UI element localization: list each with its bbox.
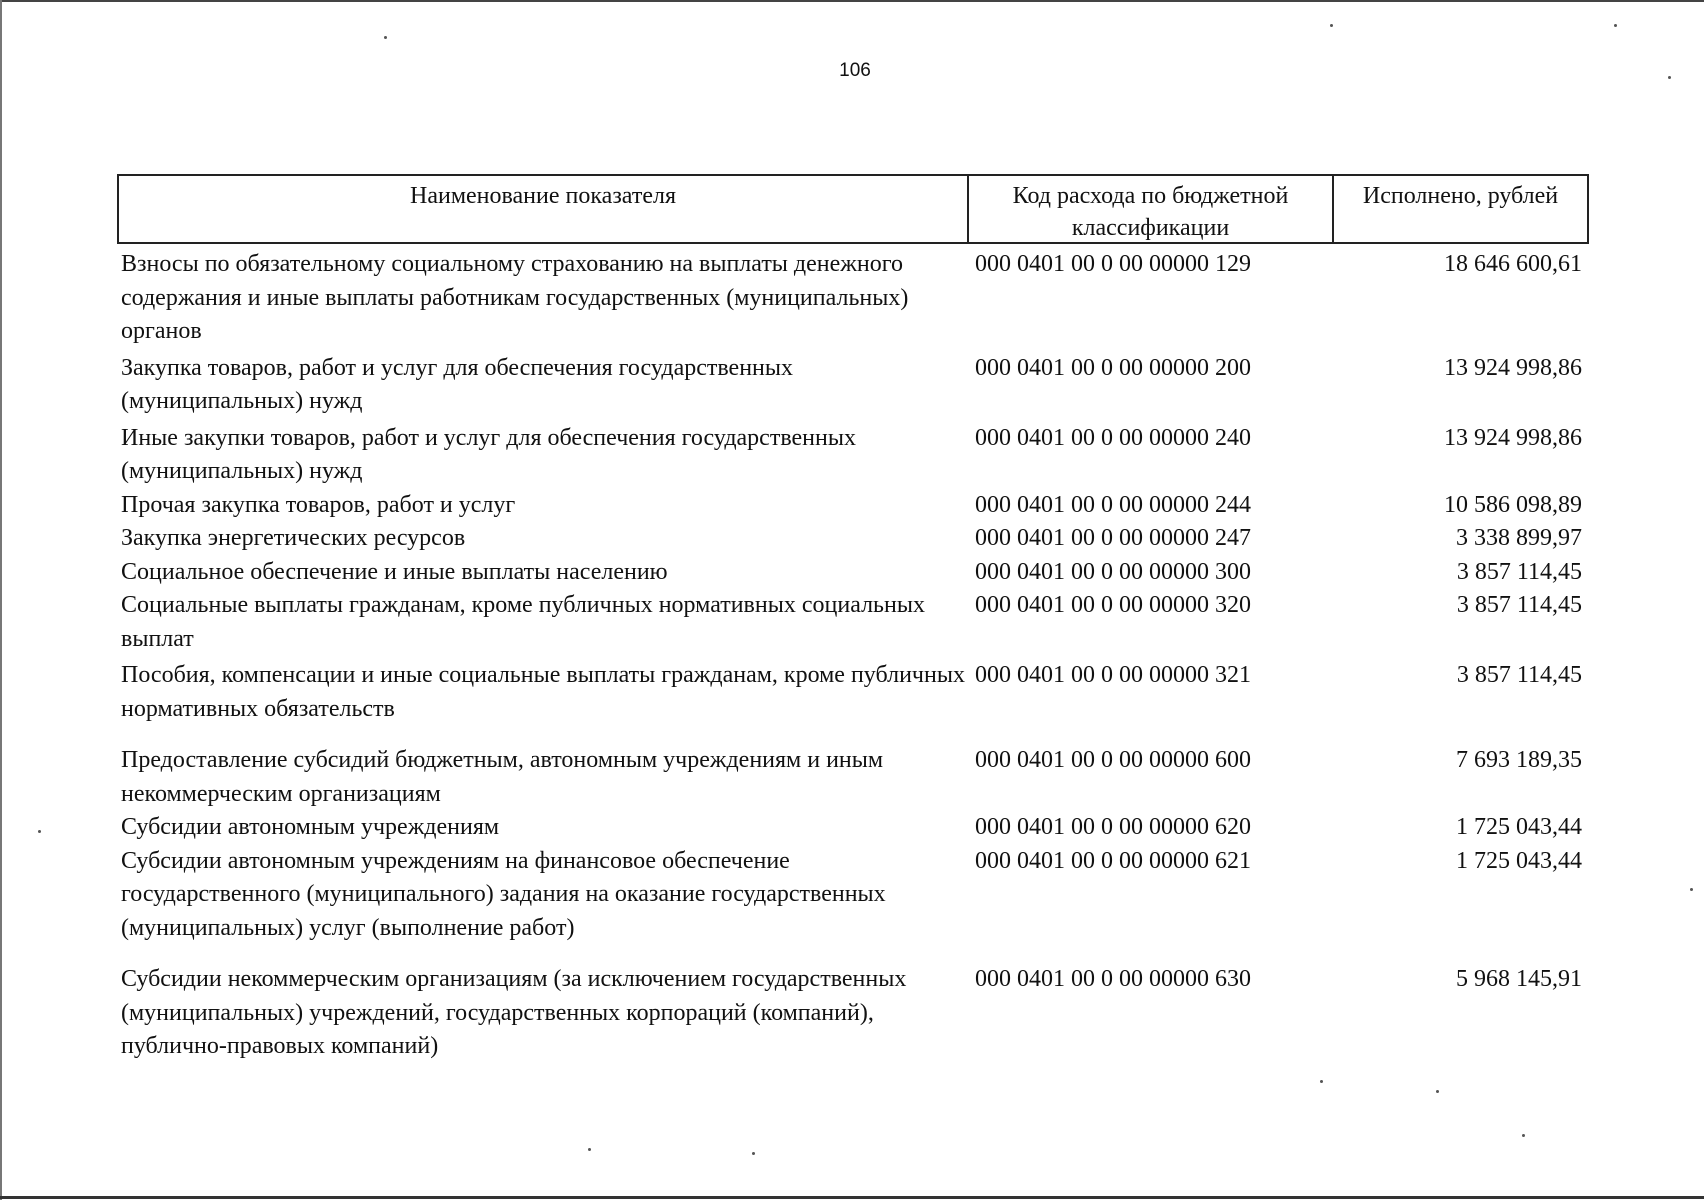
table-row	[117, 659, 1589, 726]
row-code: 000 0401 00 0 00 00000 247	[975, 525, 1251, 551]
table-row	[117, 352, 1589, 419]
table-row	[117, 556, 1589, 590]
row-name: Прочая закупка товаров, работ и услуг	[121, 491, 516, 518]
row-amount: 3 857 114,45	[1456, 558, 1582, 585]
page-number: 106	[839, 60, 871, 81]
scan-speck	[1330, 24, 1333, 27]
table-row	[117, 589, 1589, 656]
scan-speck	[384, 36, 387, 39]
row-name: Закупка товаров, работ и услуг для обеспечения государственных (муниципальных) нужд	[121, 354, 794, 414]
row-name: Пособия, компенсации и иные социальные выплаты гражданам, кроме публичных нормативных обязательств	[121, 662, 965, 722]
header-name: Наименование показателя	[119, 176, 969, 242]
row-name: Взносы по обязательному социальному страхованию на выплаты денежного содержания и иные выплаты работникам государственных (муниципальных) органов	[121, 251, 909, 344]
row-code: 000 0401 00 0 00 00000 600	[975, 747, 1251, 773]
row-name: Закупка энергетических ресурсов	[121, 525, 466, 551]
header-amount: Исполнено, рублей	[1362, 183, 1559, 209]
scan-border-bottom	[0, 1196, 1704, 1199]
row-amount: 18 646 600,61	[1444, 251, 1582, 277]
row-code: 000 0401 00 0 00 00000 200	[975, 354, 1251, 381]
scan-border-left	[0, 0, 2, 1200]
row-amount: 7 693 189,35	[1456, 747, 1582, 773]
row-name: Субсидии автономным учреждениям	[121, 814, 500, 840]
row-amount: 3 338 899,97	[1456, 525, 1582, 551]
row-code: 000 0401 00 0 00 00000 244	[975, 491, 1251, 518]
row-amount: 1 725 043,44	[1456, 814, 1582, 840]
scan-speck	[1690, 888, 1693, 891]
table-header	[117, 174, 1589, 244]
row-name: Субсидии некоммерческим организациям (за исключением государственных (муниципальных) учреждений, государственных корпораций (компаний), публично-правовых компаний)	[121, 966, 907, 1059]
scan-border-top	[0, 0, 1704, 2]
table-body	[117, 248, 1589, 1064]
table-row	[117, 811, 1589, 845]
row-code: 000 0401 00 0 00 00000 620	[975, 814, 1251, 840]
table-row	[117, 963, 1589, 1064]
table-row	[117, 422, 1589, 489]
row-amount: 13 924 998,86	[1444, 424, 1582, 451]
table-row	[117, 744, 1589, 811]
row-code: 000 0401 00 0 00 00000 621	[975, 847, 1251, 874]
scan-speck	[1320, 1080, 1323, 1083]
row-amount: 13 924 998,86	[1444, 354, 1582, 381]
row-amount: 3 857 114,45	[1456, 662, 1582, 688]
row-amount: 10 586 098,89	[1444, 491, 1582, 518]
scan-speck	[1668, 76, 1671, 79]
scan-speck	[1522, 1134, 1525, 1137]
scan-speck	[752, 1152, 755, 1155]
scan-speck	[1614, 24, 1617, 27]
scan-speck	[588, 1148, 591, 1151]
budget-table	[117, 174, 1589, 1064]
scan-speck	[38, 830, 41, 833]
row-code: 000 0401 00 0 00 00000 129	[975, 251, 1251, 277]
row-code: 000 0401 00 0 00 00000 630	[975, 966, 1251, 992]
table-row	[117, 522, 1589, 556]
row-amount: 1 725 043,44	[1456, 847, 1582, 874]
row-code: 000 0401 00 0 00 00000 240	[975, 424, 1251, 451]
row-amount: 3 857 114,45	[1456, 592, 1582, 618]
row-code: 000 0401 00 0 00 00000 321	[975, 662, 1251, 688]
row-code: 000 0401 00 0 00 00000 300	[975, 558, 1251, 585]
row-code: 000 0401 00 0 00 00000 320	[975, 592, 1251, 618]
row-name: Субсидии автономным учреждениям на финансовое обеспечение государственного (муниципального) задания на оказание государственных (муниципальных) услуг (выполнение работ)	[121, 847, 886, 941]
table-row	[117, 845, 1589, 946]
row-name: Социальные выплаты гражданам, кроме публичных нормативных социальных выплат	[121, 592, 925, 652]
table-row	[117, 248, 1589, 349]
header-code: Код расхода по бюджетной классификации	[969, 176, 1334, 242]
table-row	[117, 489, 1589, 523]
row-name: Предоставление субсидий бюджетным, автономным учреждениям и иным некоммерческим организациям	[121, 747, 884, 807]
scan-speck	[1436, 1090, 1439, 1093]
row-amount: 5 968 145,91	[1456, 966, 1582, 992]
row-name: Иные закупки товаров, работ и услуг для обеспечения государственных (муниципальных) нужд	[121, 424, 856, 484]
row-name: Социальное обеспечение и иные выплаты населению	[121, 558, 668, 585]
